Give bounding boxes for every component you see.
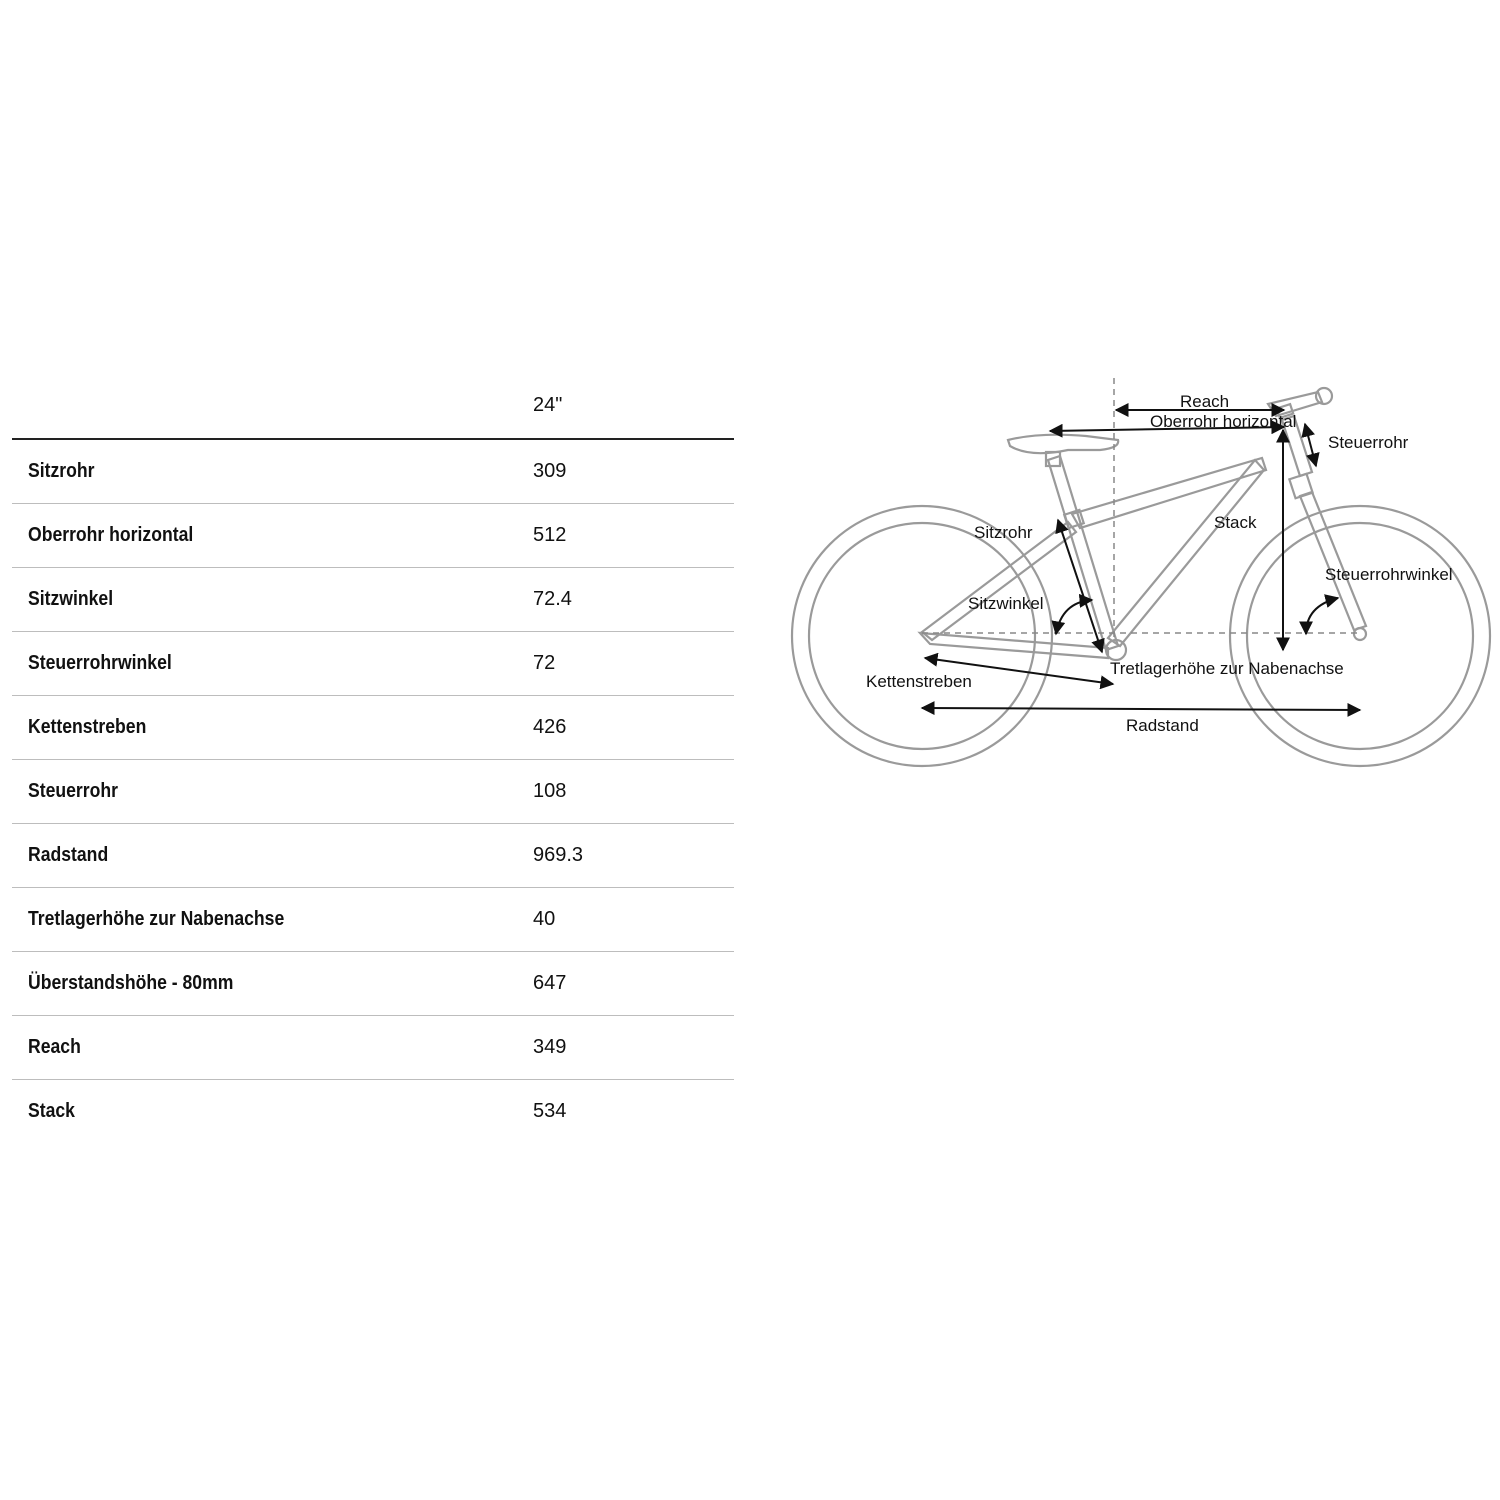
head-tube-arrow — [1305, 424, 1316, 466]
row-label: Sitzwinkel — [28, 588, 114, 610]
row-label: Steuerrohr — [28, 780, 118, 802]
row-label: Überstandshöhe - 80mm — [28, 972, 234, 994]
handlebar-clamp — [1316, 388, 1332, 404]
row-label: Reach — [28, 1036, 81, 1058]
front-wheel-inner — [1247, 523, 1473, 749]
row-value: 72.4 — [533, 588, 572, 610]
row-label: Radstand — [28, 844, 109, 866]
row-label: Stack — [28, 1100, 75, 1122]
row-value: 108 — [533, 780, 567, 802]
head-angle-arrow — [1306, 598, 1338, 634]
saddle — [1008, 435, 1118, 454]
label-chainstay: Kettenstreben — [866, 672, 972, 691]
row-value: 349 — [533, 1036, 567, 1058]
seat-tube — [1048, 456, 1118, 650]
label-head-angle: Steuerrohrwinkel — [1325, 565, 1453, 584]
size-label: 24" — [533, 394, 563, 416]
row-value: 309 — [533, 460, 567, 482]
fork-dropout — [1354, 628, 1366, 640]
label-bb-drop: Tretlagerhöhe zur Nabenachse — [1110, 659, 1344, 678]
label-stack: Stack — [1214, 513, 1257, 532]
row-value: 512 — [533, 524, 567, 546]
label-wheelbase: Radstand — [1126, 716, 1199, 735]
seat-tube-arrow — [1058, 520, 1102, 652]
row-label: Steuerrohrwinkel — [28, 652, 172, 674]
row-value: 969.3 — [533, 844, 584, 866]
label-head-tube: Steuerrohr — [1328, 433, 1409, 452]
label-seat-angle: Sitzwinkel — [968, 594, 1044, 613]
row-label: Sitzrohr — [28, 460, 95, 482]
row-value: 40 — [533, 908, 556, 930]
front-wheel-outer — [1230, 506, 1490, 766]
fork — [1300, 492, 1366, 630]
chainstay — [920, 633, 1108, 658]
label-reach: Reach — [1180, 392, 1230, 411]
down-tube — [1108, 460, 1264, 646]
row-value: 426 — [533, 716, 567, 738]
row-label: Kettenstreben — [28, 716, 147, 738]
row-value: 534 — [533, 1100, 567, 1122]
wheelbase-arrow — [922, 708, 1360, 710]
row-value: 72 — [533, 652, 556, 674]
row-value: 647 — [533, 972, 567, 994]
row-label: Tretlagerhöhe zur Nabenachse — [28, 908, 285, 930]
row-label: Oberrohr horizontal — [28, 524, 194, 546]
label-seat-tube: Sitzrohr — [974, 523, 1033, 542]
label-top-tube: Oberrohr horizontal — [1150, 412, 1297, 431]
